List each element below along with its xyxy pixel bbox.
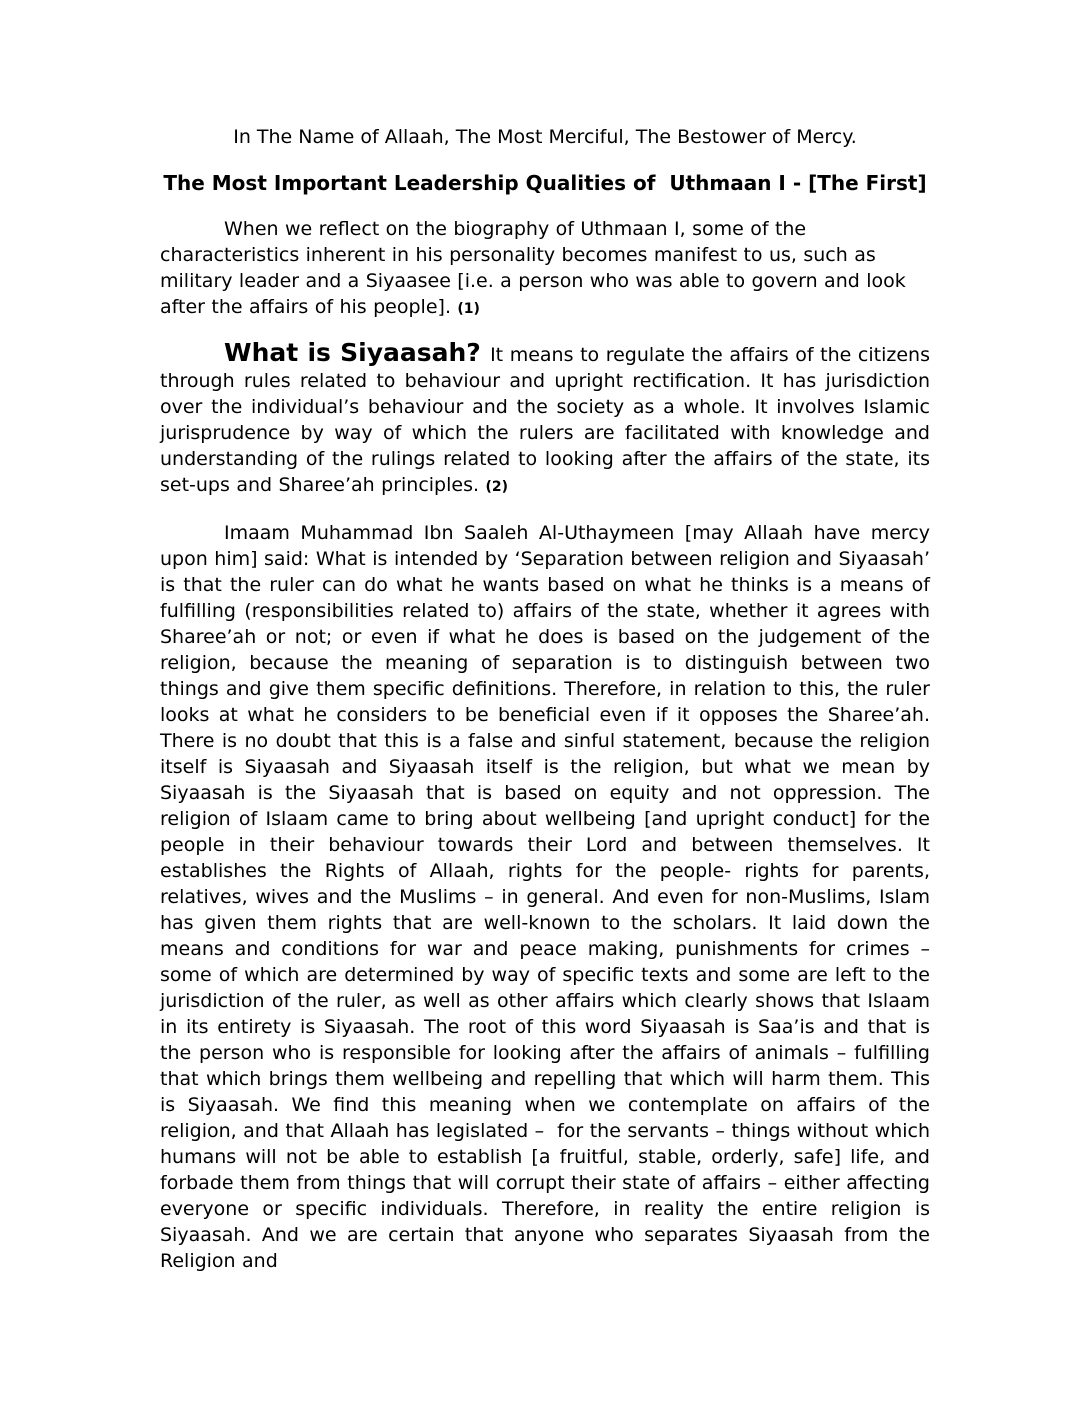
paragraph-siyaasah-definition-text: It means to regulate the affairs of the citizens through rules related to behaviour and upright rectification. It has jurisdiction over the individual’s behaviour and the society as a whole. It involves Islamic jurisprudence by way of which the rulers are facilitated with knowledge and understanding of the rulings related to looking after the affairs of the state, its set-ups and Sharee’ah principles. [160, 344, 937, 496]
paragraph-uthaymeen-quote [160, 520, 937, 1274]
paragraph-biography-intro [160, 216, 930, 322]
paragraph-uthaymeen-quote-text: Imaam Muhammad Ibn Saaleh Al-Uthaymeen [may Allaah have mercy upon him] said: What is intended by ‘Separation between religion and Siyaasah’ is that the ruler can do what he wants based on what he thinks is a means of fulfilling (responsibilities related to) affairs of the state, whether it agrees with Sharee’ah or not; or even if what he does is based on the judgement of the religion, because the meaning of separation is to distinguish between two things and give them specific definitions. Therefore, in relation to this, the ruler looks at what he considers to be beneficial even if it opposes the Sharee’ah. There is no doubt that this is a false and sinful statement, because the religion itself is Siyaasah and Siyaasah itself is the religion, but what we mean by Siyaasah is the Siyaasah that is based on equity and not oppression. The religion of Islaam came to bring about wellbeing [and upright conduct] for the people in their behaviour towards their Lord and between themselves. It establishes the Rights of Allaah, rights for the people- rights for parents, relatives, wives and the Muslims – in general. And even for non-Muslims, Islam has given them rights that are well-known to the scholars. It laid down the means and conditions for war and peace making, punishments for crimes – some of which are determined by way of specific texts and some are left to the jurisdiction of the ruler, as well as other affairs which clearly shows that Islaam in its entirety is Siyaasah. The root of this word Siyaasah is Saa’is and that is the person who is responsible for looking after the affairs of animals – fulfilling that which brings them wellbeing and repelling that which will harm them. This is Siyaasah. We find this meaning when we contemplate on affairs of the religion, and that Allaah has legislated – for the servants – things without which humans will not be able to establish [a fruitful, stable, orderly, safe] life, and forbade them from things that will corrupt their state of affairs – either affecting everyone or specific individuals. Therefore, in reality the entire religion is Siyaasah. And we are certain that anyone who separates Siyaasah from the Religion and [160, 522, 937, 1272]
footnote-ref-2: (2) [485, 479, 508, 495]
footnote-ref-1: (1) [457, 301, 480, 317]
paragraph-intro-text: When we reflect on the biography of Uthmaan I, some of the characteristics inherent in his personality becomes manifest to us, such as military leader and a Siyaasee [i.e. a person who was able to govern and look after the affairs of his people]. [160, 218, 913, 318]
inline-heading-what-is-siyaasah: What is Siyaasah? [224, 338, 491, 367]
document-title: The Most Important Leadership Qualities of Uthmaan I - [The First] [163, 171, 927, 195]
paragraph-what-is-siyaasah [160, 338, 937, 500]
bismillah-line: In The Name of Allaah, The Most Merciful, The Bestower of Mercy. [233, 126, 857, 148]
